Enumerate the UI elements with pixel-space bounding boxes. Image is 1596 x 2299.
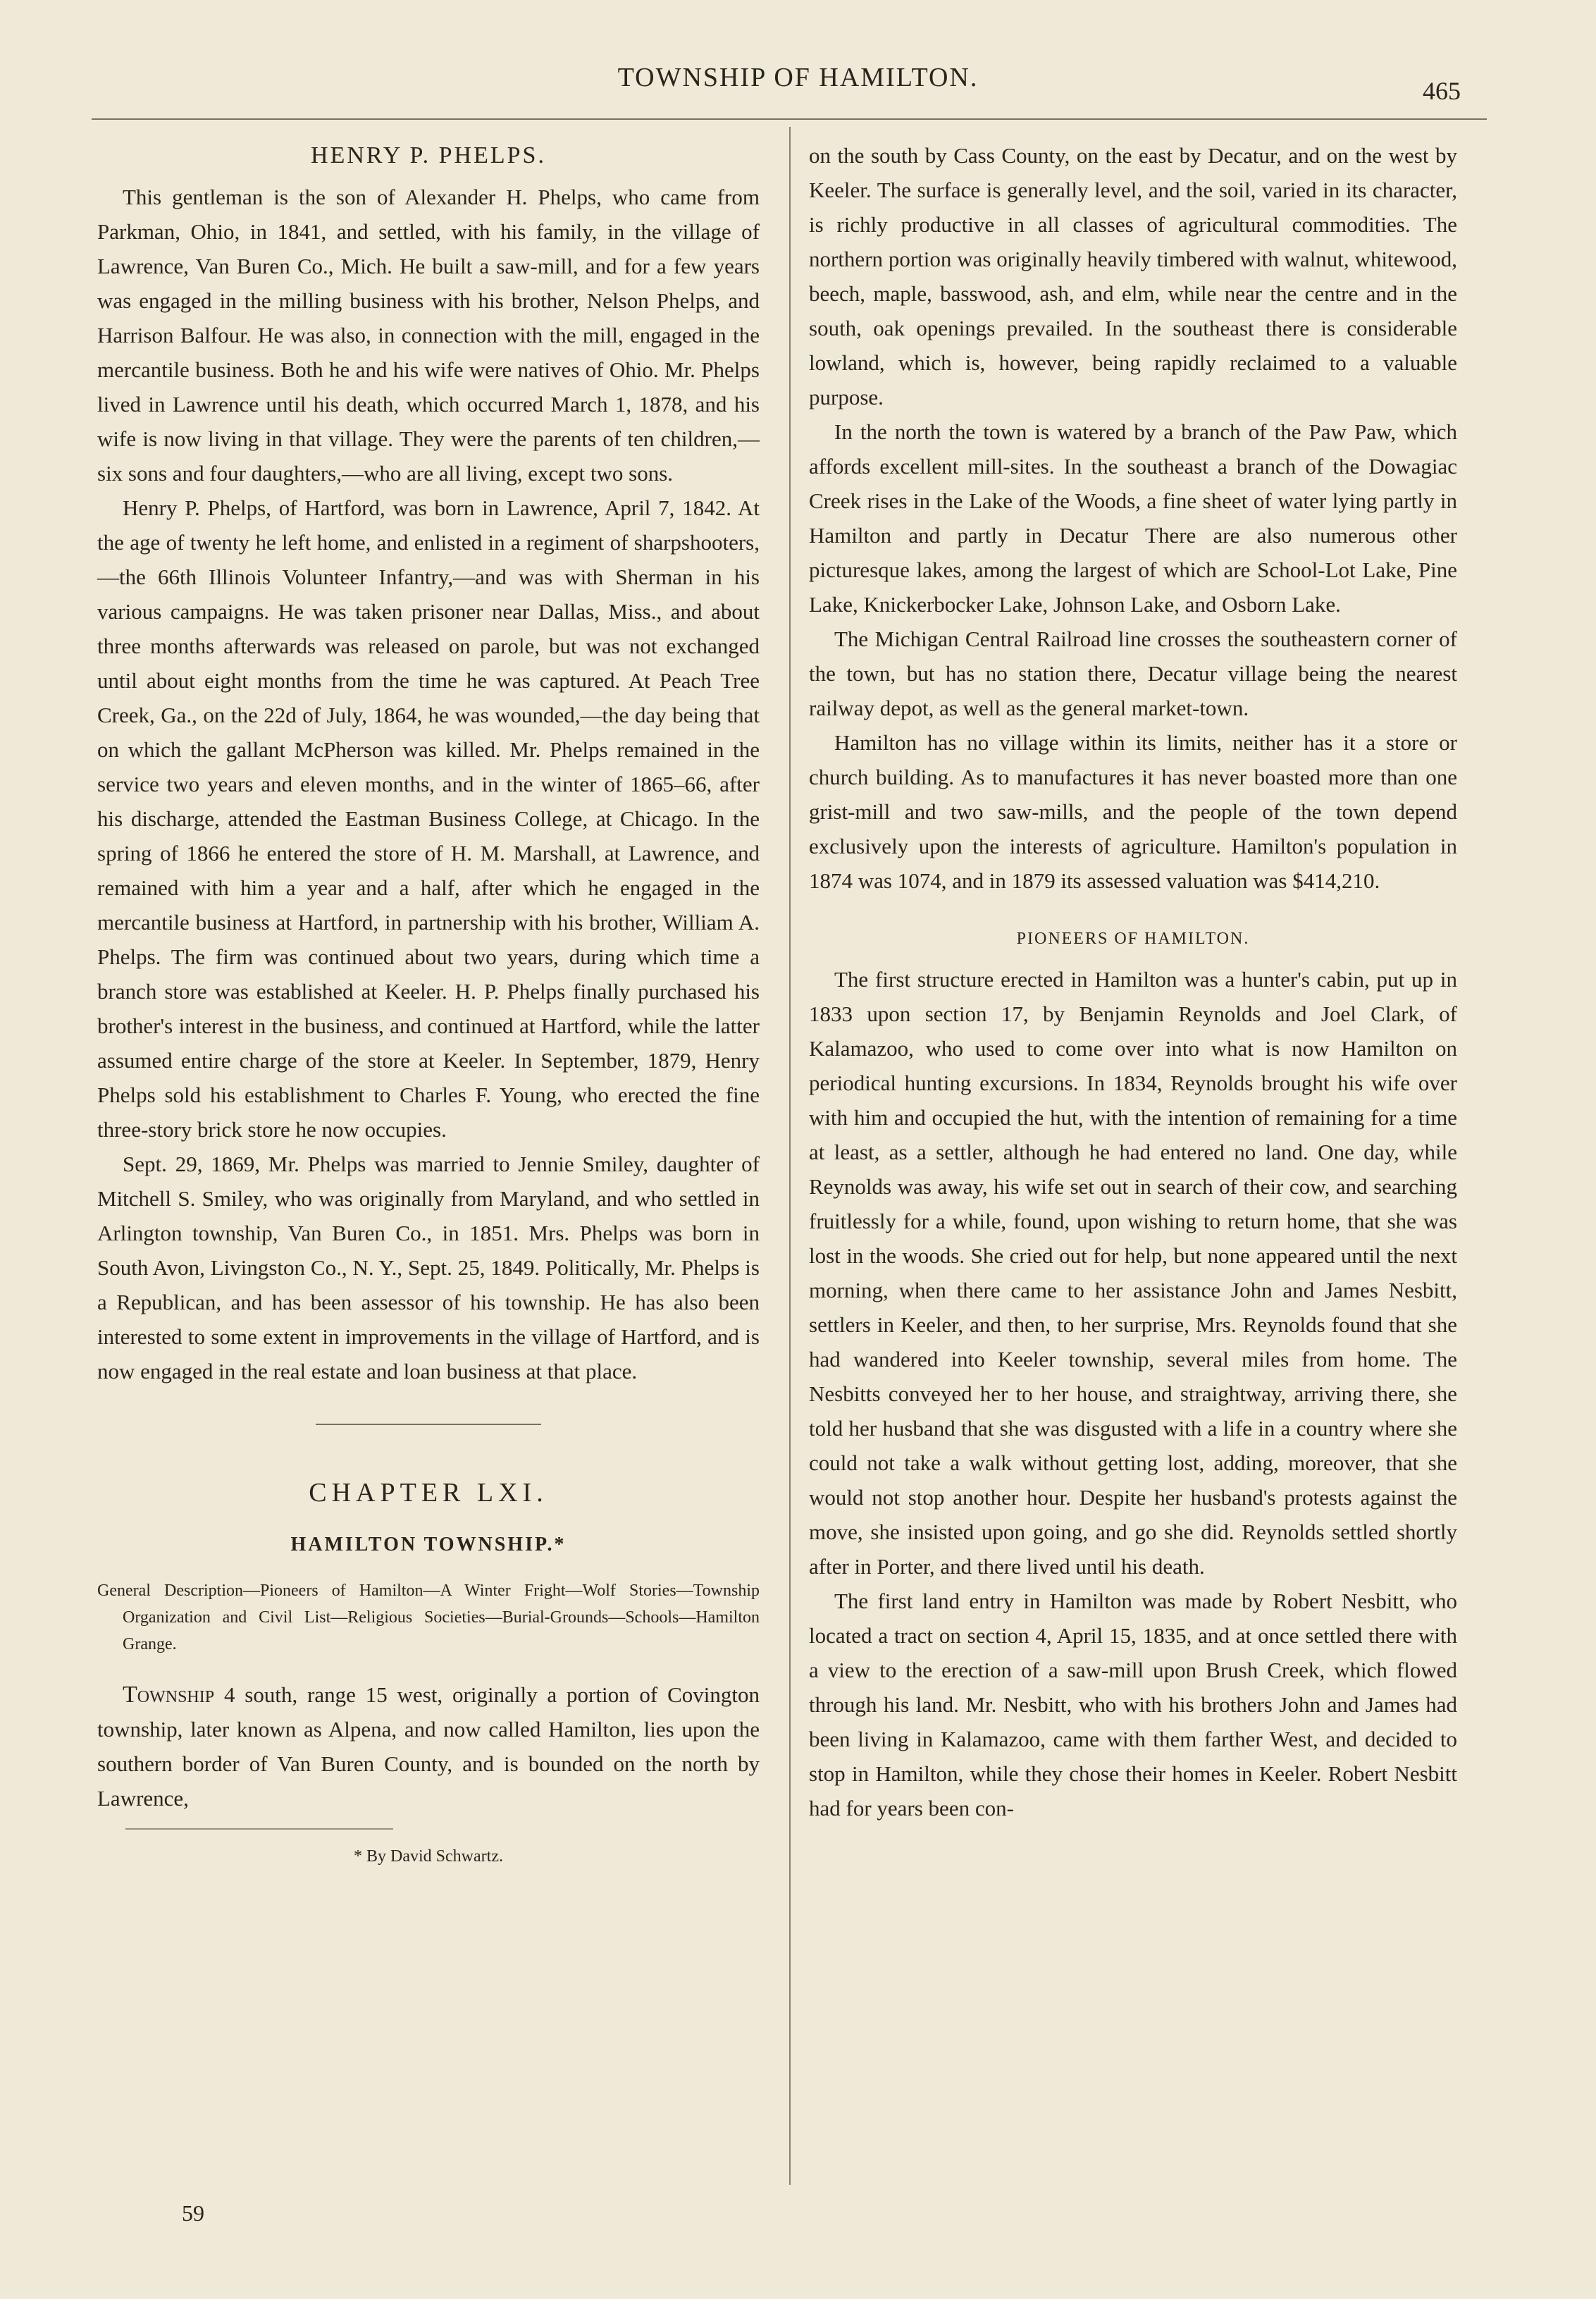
- left-column: [97, 138, 760, 1874]
- paragraph: In the north the town is watered by a branch of the Paw Paw, which affords excellent mill-sites. In the southeast a branch of the Dowagiac Creek rises in the Lake of the Woods, a fine sheet of water lying partly in Hamilton and partly in Decatur There are also numerous other picturesque lakes, among the largest of which are School-Lot Lake, Pine Lake, Knickerbocker Lake, Johnson Lake, and Osborn Lake.: [809, 419, 1457, 617]
- header-rule: [92, 118, 1487, 120]
- paragraph: Sept. 29, 1869, Mr. Phelps was married to Jennie Smiley, daughter of Mitchell S. Smiley, who was originally from Maryland, and who settled in Arlington township, Van Buren Co., in 1851. Mrs. Phelps was born in South Avon, Livingston Co., N. Y., Sept. 25, 1849. Politically, Mr. Phelps is a Republican, and has been assessor of his township. He has also been interested to some extent in improvements in the village of Hartford, and is now engaged in the real estate and loan business at that place.: [97, 1152, 760, 1383]
- chapter-subtitle: HAMILTON TOWNSHIP.*: [290, 1534, 567, 1555]
- paragraph: The Michigan Central Railroad line crosses the southeastern corner of the town, but has no station there, Decatur village being the nearest railway depot, as well as the general market-town.: [809, 627, 1457, 720]
- footnote: * By David Schwartz.: [354, 1847, 503, 1866]
- right-column: [809, 138, 1457, 1825]
- section-heading: PIONEERS OF HAMILTON.: [1016, 930, 1250, 948]
- section-divider: [316, 1424, 541, 1425]
- paragraph: Henry P. Phelps, of Hartford, was born in Lawrence, April 7, 1842. At the age of twenty he left home, and enlisted in a regiment of sharpshooters,—the 66th Illinois Volunteer Infantry,—and was with Sherman in his various campaigns. He was taken prisoner near Dallas, Miss., and about three months afterwards was released on parole, but was not exchanged until about eight months from the time he was captured. At Peach Tree Creek, Ga., on the 22d of July, 1864, he was wounded,—the day being that on which the gallant McPherson was killed. Mr. Phelps remained in the service two years and eleven months, and in the winter of 1865–66, after his discharge, attended the Eastman Business College, at Chicago. In the spring of 1866 he entered the store of H. M. Marshall, at Lawrence, and remained with him a year and a half, after which he engaged in the mercantile business at Hartford, in partnership with his brother, William A. Phelps. The firm was continued about two years, during which time a branch store was established at Keeler. H. P. Phelps finally purchased his brother's interest in the business, and continued at Hartford, while the latter assumed entire charge of the store at Keeler. In September, 1879, Henry Phelps sold his establishment to Charles F. Young, who erected the fine three-story brick store he now occupies.: [97, 495, 760, 1142]
- chapter-heading: CHAPTER LXI.: [309, 1478, 548, 1508]
- paragraph: The first land entry in Hamilton was made by Robert Nesbitt, who located a tract on section 4, April 15, 1835, and at once settled there with a view to the erection of a saw-mill upon Brush Creek, which flowed through his land. Mr. Nesbitt, who with his brothers John and James had been living in Kalamazoo, came with them farther West, and decided to stop in Hamilton, while they chose their homes in Keeler. Robert Nesbitt had for years been con-: [809, 1589, 1457, 1820]
- opening-lead: Township: [123, 1682, 215, 1708]
- paragraph: on the south by Cass County, on the east by Decatur, and on the west by Keeler. The surface is generally level, and the soil, varied in its character, is richly productive in all classes of agricultural commodities. The northern portion was originally heavily timbered with walnut, whitewood, beech, maple, basswood, ash, and elm, while near the centre and in the south, oak openings prevailed. In the southeast there is considerable lowland, which is, however, being rapidly reclaimed to a valuable purpose.: [809, 143, 1457, 409]
- paragraph: The first structure erected in Hamilton was a hunter's cabin, put up in 1833 upon section 17, by Benjamin Reynolds and Joel Clark, of Kalamazoo, who used to come over into what is now Hamilton on periodical hunting excursions. In 1834, Reynolds brought his wife over with him and occupied the hut, with the intention of remaining for a time at least, as a settler, although he had entered no land. One day, while Reynolds was away, his wife set out in search of their cow, and searching fruitlessly for a while, found, upon wishing to return home, that she was lost in the woods. She cried out for help, but none appeared until the next morning, when there came to her assistance John and James Nesbitt, settlers in Keeler, and then, to her surprise, Mrs. Reynolds found that she had wandered into Keeler township, several miles from home. The Nesbitts conveyed her to her house, and straightway, arriving there, she told her husband that she was disgusted with a life in a country where she could not take a walk without getting lost, adding, moreover, that she would not stop another hour. Despite her husband's protests against the move, she insisted upon going, and go she did. Reynolds settled shortly after in Porter, and there lived until his death.: [809, 967, 1457, 1579]
- column-rule: [789, 127, 791, 2185]
- running-head: TOWNSHIP OF HAMILTON.: [617, 63, 979, 92]
- chapter-synopsis: General Description—Pioneers of Hamilton—A Winter Fright—Wolf Stories—Township Organization and Civil List—Religious Societies—Burial-Grounds—Schools—Hamilton Grange.: [97, 1582, 760, 1653]
- opening-paragraph: [97, 1677, 760, 1816]
- page-number: 465: [1423, 77, 1461, 105]
- signature-mark: 59: [182, 2200, 204, 2226]
- biography-title: HENRY P. PHELPS.: [311, 142, 546, 168]
- paragraph: This gentleman is the son of Alexander H. Phelps, who came from Parkman, Ohio, in 1841, and settled, with his family, in the village of Lawrence, Van Buren Co., Mich. He built a saw-mill, and for a few years was engaged in the milling business with his brother, Nelson Phelps, and Harrison Balfour. He was also, in connection with the mill, engaged in the mercantile business. Both he and his wife were natives of Ohio. Mr. Phelps lived in Lawrence until his death, which occurred March 1, 1878, and his wife is now living in that village. They were the parents of ten children,—six sons and four daughters,—who are all living, except two sons.: [97, 185, 760, 486]
- opening-text: 4 south, range 15 west, originally a portion of Covington township, later known as Alpena, and now called Hamilton, lies upon the southern border of Van Buren County, and is bounded on the north by Lawrence,: [97, 1682, 760, 1811]
- footnote-rule: [125, 1828, 393, 1830]
- paragraph: Hamilton has no village within its limits, neither has it a store or church building. As to manufactures it has never boasted more than one grist-mill and two saw-mills, and the people of the town depend exclusively upon the interests of agriculture. Hamilton's population in 1874 was 1074, and in 1879 its assessed valuation was $414,210.: [809, 730, 1457, 893]
